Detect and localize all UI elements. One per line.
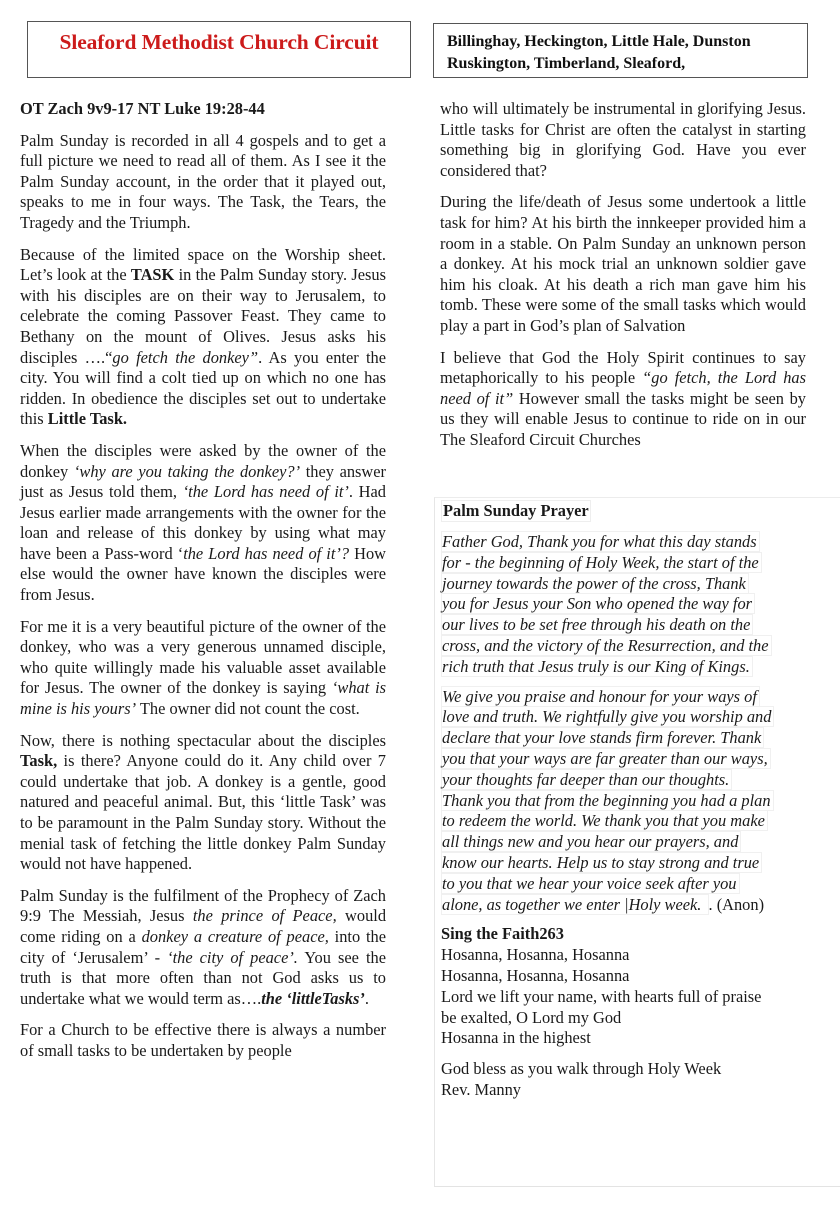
prayer-line: you for Jesus your Son who opened the way for (441, 594, 811, 615)
quote-owner: ‘why are you taking the donkey?’ (73, 461, 301, 481)
prayer-paragraph-2 (441, 687, 811, 916)
text-span: Because of the limited space on the Worship sheet. Let’s look at the (20, 244, 386, 285)
prayer-line: cross, and the victory of the Resurrection, and the (441, 636, 811, 657)
prayer-line: love and truth. We rightfully give you worship and (441, 707, 811, 728)
text-span: For me it is a very beautiful picture of the owner of the donkey, who was a very generous unnamed disciple, who quite willingly made his valuable asset available for Jesus. The owner of the donkey is saying (20, 616, 386, 698)
prayer-line: you that your ways are far greater than our ways, (441, 749, 811, 770)
text-span: in the Palm Sunday story. Jesus with his disciples are on their way to Jerusalem, to celebrate the coming Passover Feast. They came to Bethany on the mount of Olives. Jesus asks his disciples ….“ (20, 265, 387, 367)
paragraph-instrumental: who will ultimately be instrumental in glorifying Jesus. Little tasks for Christ are often the catalyst in starting something big in glorifying God. Have you ever considered that? (440, 99, 806, 180)
prayer-line: your thoughts far deeper than our thoughts. (441, 770, 811, 791)
text-span: You see the truth is that more often than not God asks us to undertake what we would term as…. (20, 947, 386, 1008)
hymn-line: Lord we lift your name, with hearts full of praise (441, 986, 762, 1006)
left-column (20, 99, 386, 1073)
text-span: . As you enter the city. You will find a colt tied up on which no one has ridden. In obedience the disciples set out to undertake this (20, 347, 386, 429)
paragraph-life-death: During the life/death of Jesus some undertook a little task for him? At his birth the innkeeper provided him a room in a stable. On Palm Sunday an unknown person a donkey. At his mock trial an unknown soldier gave him his cloak. At his death a rich man gave him his tomb. These were some of the small tasks which would play a part in God’s plan of Salvation (440, 192, 806, 335)
churches-list-box (433, 23, 808, 78)
phrase-little-tasks: the ‘littleTasks’ (261, 988, 365, 1008)
prayer-attribution: . (Anon) (708, 894, 765, 914)
prayer-line: all things new and you hear our prayers, and (441, 832, 811, 853)
churches-line-1: Billinghay, Heckington, Little Hale, Dunston (447, 33, 751, 50)
phrase-prince-of-peace: the prince of Peace, (192, 906, 337, 926)
paragraph-prophecy (20, 886, 386, 1010)
text-span: . (364, 988, 370, 1008)
text-span: would come riding on a (20, 906, 387, 946)
paragraph-owner-question (20, 441, 386, 606)
prayer-line: our lives to be set free through his death on the (441, 615, 811, 636)
text-span: they answer just as Jesus told them, (20, 461, 387, 502)
prayer-line: for - the beginning of Holy Week, the start of the (441, 553, 811, 574)
hymn-line: Hosanna, Hosanna, Hosanna (441, 945, 630, 965)
text-span: The owner did not count the cost. (136, 699, 360, 719)
text-span: When the disciples were asked by the owner of the donkey (20, 440, 386, 481)
circuit-title: Sleaford Methodist Church Circuit (59, 30, 379, 54)
hymn-section (441, 924, 811, 1049)
text-span: . Had Jesus earlier made arrangements with the owner for the loan and release of this donkey by using what may have been a Pass-word ‘ (20, 482, 386, 563)
phrase-city-of-peace: ‘the city of peace’. (167, 947, 298, 967)
emphasis-task: TASK (130, 265, 175, 285)
prayer-title: Palm Sunday Prayer (443, 501, 589, 520)
text-span: Now, there is nothing spectacular about the disciples (20, 730, 386, 750)
hymn-title: Sing the Faith263 (441, 924, 564, 944)
closing-section (441, 1059, 811, 1101)
right-column (440, 99, 806, 462)
text-span: How else would the owner have known the disciples were from Jesus. (20, 543, 387, 605)
hymn-line: Hosanna in the highest (441, 1028, 591, 1048)
prayer-line: know our hearts. Help us to stay strong and true (441, 853, 811, 874)
quote-go-fetch: go fetch the donkey” (112, 347, 259, 367)
quote-go-fetch-lord: “go fetch, the Lord has need of it” (440, 368, 806, 408)
paragraph-task (20, 245, 386, 430)
hymn-line: be exalted, O Lord my God (441, 1007, 622, 1027)
quote-lord-need: ‘the Lord has need of it’ (182, 482, 349, 502)
paragraph-nothing-spectacular (20, 731, 386, 875)
emphasis-little-task: Little Task. (47, 409, 128, 429)
prayer-line: Thank you that from the beginning you had a plan (441, 791, 811, 812)
text-span: is there? Anyone could do it. Any child over 7 could undertake that job. A donkey is a gentle, good natured and peaceful animal. But, this ‘little Task’ was to be paramount in the Palm Sunday story. Without the menial task of fetching the little donkey Palm Sunday would not have happened. (20, 751, 386, 874)
prayer-line: to redeem the world. We thank you that you make (441, 811, 811, 832)
prayer-line: to you that we hear your voice seek after you (441, 874, 811, 895)
scripture-readings: OT Zach 9v9-17 NT Luke 19:28-44 (20, 99, 265, 118)
paragraph-intro: Palm Sunday is recorded in all 4 gospels and to get a full picture we need to read all of them. As I see it the Palm Sunday account, in the order that it played out, speaks to me in four ways. The Task, the Tears, the Tragedy and the Triumph. (20, 130, 386, 232)
closing-blessing: God bless as you walk through Holy Week (441, 1059, 722, 1079)
prayer-line: journey towards the power of the cross, Thank (441, 574, 811, 595)
quote-password: the Lord has need of it’? (183, 543, 350, 563)
prayer-paragraph-1 (441, 532, 811, 678)
quote-mine-yours: ‘what is mine is his yours’ (20, 678, 386, 719)
prayer-line: declare that your love stands firm forever. Thank (441, 728, 811, 749)
churches-list (447, 31, 799, 75)
hymn-line: Hosanna, Hosanna, Hosanna (441, 965, 630, 985)
circuit-title-box (27, 21, 411, 78)
text-span: Palm Sunday is the fulfilment of the Prophecy of Zach 9:9 The Messiah, Jesus (20, 885, 386, 926)
prayer-line: We give you praise and honour for your ways of (441, 687, 811, 708)
text-span: However small the tasks might be seen by us they will enable Jesus to continue to ride on in our The Sleaford Circuit Churches (440, 388, 807, 449)
text-span: I believe that God the Holy Spirit continues to say metaphorically to his people (440, 347, 806, 388)
emphasis-task-word: Task, (20, 751, 58, 771)
churches-line-2: Ruskington, Timberland, Sleaford, (447, 55, 686, 72)
prayer-line: Father God, Thank you for what this day stands (441, 532, 811, 553)
paragraph-generous-owner (20, 617, 386, 720)
phrase-creature-of-peace: donkey a creature of peace, (141, 926, 329, 946)
prayer-line: alone, as together we enter |Holy week. . (Anon) (442, 894, 765, 914)
signature: Rev. Manny (441, 1079, 521, 1099)
paragraph-church-effective: For a Church to be effective there is always a number of small tasks to be undertaken by people (20, 1020, 386, 1060)
text-span: into the city of ‘Jerusalem’ - (20, 926, 387, 967)
prayer-line: rich truth that Jesus truly is our King of Kings. (441, 657, 811, 678)
prayer-section (434, 497, 840, 1187)
paragraph-holy-spirit (440, 348, 806, 451)
